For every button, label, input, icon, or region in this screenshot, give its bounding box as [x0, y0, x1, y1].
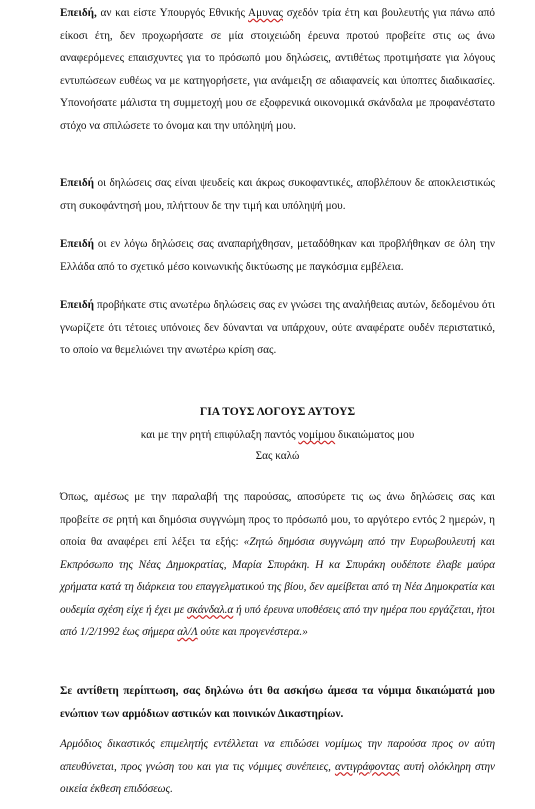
paragraph-5 [60, 486, 495, 644]
quoted-statement: ή υπό έρευνα υποθέσεις από την ημέρα που εργάζεται, ήτοι από 1/2/1992 έως σήμερα [60, 603, 495, 638]
paragraph-lead: Επειδή [60, 177, 94, 189]
heading-subtitle [60, 424, 495, 447]
quoted-statement: ούτε και προγενέστερα.» [197, 626, 308, 638]
misspelled-word: αντιγράφοντας [334, 760, 400, 773]
paragraph-text: Όπως, αμέσως με την παραλαβή της παρούσας, αποσύρετε τις ως άνω δηλώσεις σας και προβείτε σε ρητή και δημόσια συγγνώμη προς το πρόσωπό μου, το αργότερο εντός 2 ημερών, η οποία θα αναφέρει επί λέξει τα εξής: [60, 491, 495, 548]
paragraph-text: σχεδόν τρία έτη και βουλευτής για πάνω από είκοσι έτη, δεν προχωρήσατε σε μία στοιχειώδη έρευνα προτού προβείτε στις ως άνω αναφερόμενες επαισχυντες για το πρόσωπό μου δηλώσεις, αντιθέτως προτιμήσατε για λόγους εντυπώσεων ευθέως να με κατηγορήσετε, για ανάμειξη σε αδιαφανείς και ύποπτες διαδικασίες. Υπονοήσατε μάλιστα τη συμμετοχή μου σε εξοφρενικά οικονομικά σκάνδαλα με προφανέστατο στόχο να σπιλώσετε το όνομα και την υπόληψή μου. [60, 7, 495, 132]
paragraph-6: Σε αντίθετη περίπτωση, σας δηλώνω ότι θα ασκήσω άμεσα τα νόμιμα δικαιώματά μου ενώπιον των αρμόδιων αστικών και ποινικών Δικαστηρίων. [60, 685, 495, 720]
paragraph-2 [60, 172, 495, 217]
subtitle-text: και με την ρητή επιφύλαξη παντός [140, 429, 299, 441]
section-heading: ΓΙΑ ΤΟΥΣ ΛΟΓΟΥΣ ΑΥΤΟΥΣ [199, 405, 356, 418]
paragraph-text: προβήκατε στις ανωτέρω δηλώσεις σας εν γνώσει της αναλήθειας αυτών, δεδομένου ότι γνωρίζετε ότι τέτοιες υπόνοιες δεν δύνανται να υπάρχουν, ούτε αναφέρατε ουδέν περιστατικό, το οποίο να θεμελιώνει την ανωτέρω κρίση σας. [60, 299, 495, 356]
paragraph-text: αυτή ολόκληρη στην οικεία έκθεση επιδόσεως. [60, 760, 495, 795]
paragraph-1 [60, 2, 495, 137]
paragraph-text: οι εν λόγω δηλώσεις σας αναπαρήχθησαν, μεταδόθηκαν και προβλήθηκαν σε όλη την Ελλάδα από το σχετικό μέσο κοινωνικής δικτύωσης με παγκόσμια εμβέλεια. [60, 238, 495, 273]
paragraph-lead: Επειδή [60, 238, 94, 250]
misspelled-word: Αμυνας [248, 7, 283, 19]
call-line: Σας καλώ [255, 450, 300, 462]
misspelled-word: σκάνδαλ.α [186, 603, 234, 616]
paragraph-7 [60, 733, 495, 801]
misspelled-word: αλ/Λ [177, 626, 198, 638]
quoted-statement: «Ζητώ δημόσια συγγνώμη από την Ευρωβουλευτή και Εκπρόσωπο της Νέας Δημοκρατίας, Μαρία Σπυράκη. Η κα Σπυράκη ουδέποτε έλαβε μαύρα χρήματα κατά τη διάρκεια του επαγγελματικού της βίου, δεν αμείβεται από τη Νέα Δημοκρατία και ουδεμία σχέση είχε ή έχει με [60, 536, 495, 616]
paragraph-lead: Επειδή [60, 299, 94, 311]
paragraph-4 [60, 294, 495, 362]
paragraph-text: οι δηλώσεις σας είναι ψευδείς και άκρως συκοφαντικές, αποβλέπουν δε αποκλειστικώς στη συκοφάντησή μου, πλήττουν δε την τιμή και υπόληψή μου. [60, 177, 495, 212]
paragraph-text: αν και είστε Υπουργός Εθνικής [96, 7, 249, 19]
subtitle-text: δικαιώματος μου [335, 429, 415, 441]
paragraph-3 [60, 233, 495, 278]
paragraph-text: Αρμόδιος δικαστικός επιμελητής εντέλλεται να επιδώσει νομίμως την παρούσα προς ον αύτη απευθύνεται, προς γνώση του και για τις νόμιμες συνέπειες, [60, 738, 495, 773]
misspelled-word: νομίμου [298, 429, 336, 441]
paragraph-lead: Επειδή, [60, 7, 97, 19]
